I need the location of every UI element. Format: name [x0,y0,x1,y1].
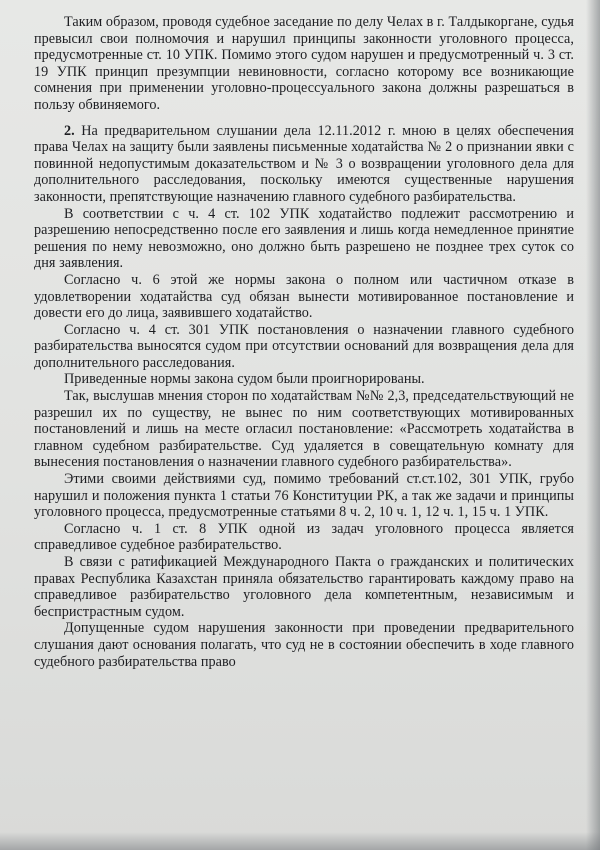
page-edge-shadow-bottom [0,832,600,850]
paragraph-ignored: Приведенные нормы закона судом были проигнорированы. [64,371,425,388]
paragraph-section-2 [34,123,574,206]
paragraph-art-301: Согласно ч. 4 ст. 301 УПК постановления о назначении главного судебного разбирательства выносятся судом при отсутствии оснований для возвращения дела для дополнительного расследования. [34,321,574,371]
paragraph-part-6: Согласно ч. 6 этой же нормы закона о полном или частичном отказе в удовлетворении ходатайства суд обязан вынести мотивированное постановление и довести его до лица, заявившего ходатайство. [34,271,574,322]
paragraph-gap [34,114,574,123]
paragraph-art-102: В соответствии с ч. 4 ст. 102 УПК ходатайство подлежит рассмотрению и разрешению непосредственно после его заявления и лишь когда немедленное принятие решения по нему невозможно, оно должно быть разрешено не позднее трех суток со дня заявления. [34,205,574,272]
paragraph-constitution: Этими своими действиями суд, помимо требований ст.ст.102, 301 УПК, грубо нарушил и положения пункта 1 статьи 76 Конституции РК, а так же задачи и принципы уголовного процесса, предусмотренные статьями 8 ч. 2, 10 ч. 1, 12 ч. 1, 15 ч. 1 УПК. [34,471,574,521]
section-number: 2. [64,122,75,139]
page-edge-shadow-right [586,0,600,850]
paragraph-covenant: В связи с ратификацией Международного Пакта о гражданских и политических правах Республика Казахстан приняла обязательство гарантировать каждому право на справедливое разбирательство уголовного дела компетентным, независимым и беспристрастным судом. [34,554,574,620]
paragraph-petitions: Так, выслушав мнения сторон по ходатайствам №№ 2,3, председательствующий не разрешил их по существу, не вынес по ним соответствующих мотивированных постановлений и лишь на месте огласил постановление: «Рассмотреть ходатайства в главном судебном разбирательстве. Суд удаляется в совещательную комнату для вынесения постановления о назначении главного судебного разбирательства». [34,388,574,471]
paragraph-conclusion: Таким образом, проводя судебное заседание по делу Челах в г. Талдыкоргане, судья превысил свои полномочия и нарушил принципы законности уголовного процесса, предусмотренные ст. 10 УПК. Помимо этого судом нарушен и предусмотренный ч. 3 ст. 19 УПК принцип презумпции невиновности, согласно которому все возникающие сомнения при применении уголовно-процессуального закона должны разрешаться в пользу обвиняемого. [34,14,574,113]
paragraph-violations: Допущенные судом нарушения законности при проведении предварительного слушания дают основания полагать, что суд не в состоянии обеспечить в ходе главного судебного разбирательства право [34,620,574,670]
paragraph-section-2-text: На предварительном слушании дела 12.11.2012 г. мною в целях обеспечения права Челах на защиту были заявлены письменные ходатайства № 2 о признании явки с повинной недопустимым доказательством и № 3 о возвращении уголовного дела для дополнительного расследования, поскольку имеются существенные нарушения законности, препятствующие назначению главного судебного разбирательства. [34,122,574,205]
paragraph-art-8: Согласно ч. 1 ст. 8 УПК одной из задач уголовного процесса является справедливое судебное разбирательство. [34,520,574,554]
